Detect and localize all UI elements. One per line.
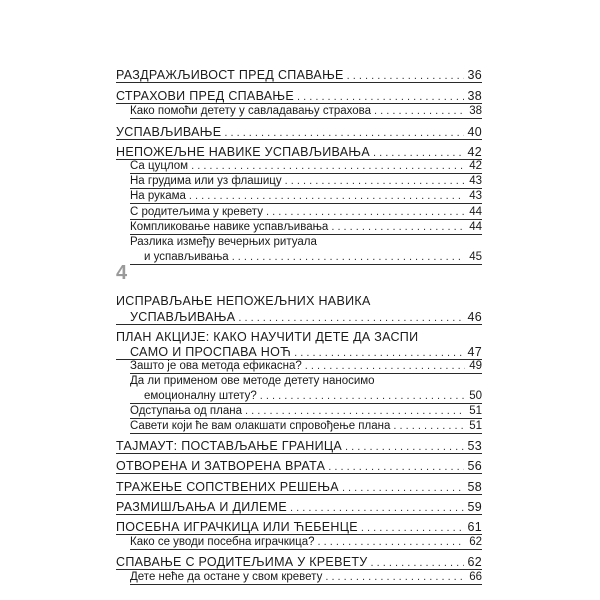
toc-entry-title: САМО И ПРОСПАВА НОЋ bbox=[130, 345, 292, 359]
dot-leader bbox=[189, 189, 465, 203]
dot-leader bbox=[191, 159, 465, 173]
toc-page-number: 42 bbox=[469, 160, 482, 172]
toc-entry bbox=[116, 555, 482, 569]
toc-entry-title: СТРАХОВИ ПРЕД СПАВАЊЕ bbox=[116, 89, 294, 103]
toc-entry-title: и успављивања bbox=[144, 251, 229, 263]
toc-entry bbox=[116, 220, 482, 234]
underline-rule bbox=[116, 324, 482, 325]
toc-entry bbox=[116, 330, 482, 344]
toc-entry bbox=[116, 389, 482, 403]
toc-entry-title: РАЗДРАЖЉИВОСТ ПРЕД СПАВАЊЕ bbox=[116, 68, 344, 82]
toc-entry-title: Разлика између вечерњих ритуала bbox=[130, 236, 317, 248]
toc-page-number: 40 bbox=[467, 125, 482, 139]
underline-rule bbox=[130, 549, 482, 550]
toc-entry bbox=[116, 250, 482, 264]
toc-entry bbox=[116, 480, 482, 494]
dot-leader bbox=[290, 501, 464, 515]
toc-entry-title: Компликовање навике успављивања bbox=[130, 221, 329, 233]
toc-page-number: 44 bbox=[469, 221, 482, 233]
toc-entry-title: ТАЈМАУТ: ПОСТАВЉАЊЕ ГРАНИЦА bbox=[116, 439, 343, 453]
dot-leader bbox=[305, 359, 465, 373]
toc-entry-title: Дете неће да остане у свом кревету bbox=[130, 571, 323, 583]
toc-page-number: 53 bbox=[467, 439, 482, 453]
underline-rule bbox=[130, 118, 482, 119]
dot-leader bbox=[393, 419, 465, 433]
toc-entry-title: Да ли применом ове методе детету наносимо bbox=[130, 375, 375, 387]
toc-page-number: 43 bbox=[469, 190, 482, 202]
chapter-number: 4 bbox=[116, 262, 128, 284]
toc-entry-title: Савети који ће вам олакшати спровођење плана bbox=[130, 420, 391, 432]
toc-page-number: 51 bbox=[469, 405, 482, 417]
dot-leader bbox=[266, 205, 465, 219]
underline-rule bbox=[130, 203, 482, 204]
dot-leader bbox=[245, 404, 465, 418]
toc-entry-title: На грудима или уз флашицу bbox=[130, 175, 282, 187]
toc-entry-title: Како помоћи детету у савладавању страхова bbox=[130, 105, 372, 117]
dot-leader bbox=[238, 311, 464, 325]
toc-page-number: 47 bbox=[467, 345, 482, 359]
toc-entry-title: ТРАЖЕЊЕ СОПСТВЕНИХ РЕШЕЊА bbox=[116, 480, 339, 494]
toc-entry bbox=[116, 159, 482, 173]
dot-leader bbox=[345, 440, 464, 454]
dot-leader bbox=[331, 220, 465, 234]
toc-entry bbox=[116, 459, 482, 473]
toc-entry bbox=[116, 125, 482, 139]
toc-entry-title: УСПАВЉИВАЊЕ bbox=[116, 125, 222, 139]
toc-entry bbox=[116, 235, 482, 249]
toc-entry bbox=[116, 68, 482, 82]
toc-entry-title: емоционалну штету? bbox=[144, 390, 257, 402]
dot-leader bbox=[361, 521, 465, 535]
dot-leader bbox=[224, 126, 464, 140]
dot-leader bbox=[328, 460, 464, 474]
toc-entry bbox=[116, 359, 482, 373]
toc-entry bbox=[116, 104, 482, 118]
toc-entry-title: На рукама bbox=[130, 190, 186, 202]
underline-rule bbox=[116, 453, 482, 454]
dot-leader bbox=[297, 90, 464, 104]
toc-page-number: 58 bbox=[467, 480, 482, 494]
toc-page-number: 44 bbox=[469, 206, 482, 218]
toc-entry bbox=[116, 174, 482, 188]
underline-rule bbox=[116, 82, 482, 83]
dot-leader bbox=[260, 389, 465, 403]
toc-entry-title: ПЛАН АКЦИЈЕ: КАКО НАУЧИТИ ДЕТЕ ДА ЗАСПИ bbox=[116, 330, 419, 344]
dot-leader bbox=[318, 535, 465, 549]
dot-leader bbox=[232, 250, 465, 264]
toc-entry bbox=[116, 89, 482, 103]
toc-page-number: 42 bbox=[467, 145, 482, 159]
toc-entry bbox=[116, 520, 482, 534]
toc-page-number: 62 bbox=[467, 555, 482, 569]
toc-entry bbox=[116, 374, 482, 388]
toc-entry bbox=[116, 439, 482, 453]
toc-entry-title: Одступања од плана bbox=[130, 405, 242, 417]
toc-entry-title: Зашто је ова метода ефикасна? bbox=[130, 360, 302, 372]
toc-page-number: 36 bbox=[467, 68, 482, 82]
toc-page-number: 43 bbox=[469, 175, 482, 187]
toc-entry-title: СПАВАЊЕ С РОДИТЕЉИМА У КРЕВЕТУ bbox=[116, 555, 368, 569]
toc-entry bbox=[116, 404, 482, 418]
toc-page-number: 38 bbox=[469, 105, 482, 117]
toc-entry-title: ПОСЕБНА ИГРАЧКИЦА ИЛИ ЋЕБЕНЦЕ bbox=[116, 520, 358, 534]
toc-page-number: 49 bbox=[469, 360, 482, 372]
toc-entry-title: Како се уводи посебна играчкица? bbox=[130, 536, 315, 548]
toc-entry bbox=[116, 189, 482, 203]
toc-entry bbox=[116, 419, 482, 433]
dot-leader bbox=[285, 174, 465, 188]
toc-entry-title: ИСПРАВЉАЊЕ НЕПОЖЕЉНИХ НАВИКА bbox=[116, 294, 371, 308]
underline-rule bbox=[116, 473, 482, 474]
toc-page-number: 38 bbox=[467, 89, 482, 103]
toc-entry-title: УСПАВЉИВАЊА bbox=[130, 310, 236, 324]
toc-entry bbox=[116, 535, 482, 549]
dot-leader bbox=[373, 146, 465, 160]
toc-page-number: 51 bbox=[469, 420, 482, 432]
toc-page-number: 61 bbox=[467, 520, 482, 534]
dot-leader bbox=[294, 346, 464, 360]
underline-rule bbox=[116, 139, 482, 140]
underline-rule bbox=[130, 433, 482, 434]
toc-page-number: 50 bbox=[469, 390, 482, 402]
toc-entry bbox=[116, 205, 482, 219]
toc-entry-title: С родитељима у кревету bbox=[130, 206, 263, 218]
toc-page-number: 62 bbox=[469, 536, 482, 548]
toc-entry bbox=[116, 500, 482, 514]
dot-leader bbox=[342, 481, 465, 495]
underline-rule bbox=[130, 264, 482, 265]
underline-rule bbox=[116, 494, 482, 495]
toc-entry bbox=[116, 345, 482, 359]
toc-entry bbox=[116, 145, 482, 159]
dot-leader bbox=[325, 570, 465, 584]
toc-entry-title: ОТВОРЕНА И ЗАТВОРЕНА ВРАТА bbox=[116, 459, 326, 473]
dot-leader bbox=[347, 69, 465, 83]
underline-rule bbox=[116, 514, 482, 515]
toc-page-number: 46 bbox=[467, 310, 482, 324]
toc-entry-title: Са цуцлом bbox=[130, 160, 189, 172]
dot-leader bbox=[371, 556, 465, 570]
toc-entry bbox=[116, 570, 482, 584]
toc-page-number: 45 bbox=[469, 251, 482, 263]
dot-leader bbox=[374, 104, 465, 118]
toc-page-number: 56 bbox=[467, 459, 482, 473]
underline-rule bbox=[130, 584, 482, 585]
toc-page-number: 59 bbox=[467, 500, 482, 514]
toc-page-number: 66 bbox=[469, 571, 482, 583]
toc-entry bbox=[116, 294, 482, 308]
toc-entry-title: НЕПОЖЕЉНЕ НАВИКЕ УСПАВЉИВАЊА bbox=[116, 145, 370, 159]
toc-entry bbox=[116, 310, 482, 324]
toc-entry-title: РАЗМИШЉАЊА И ДИЛЕМЕ bbox=[116, 500, 287, 514]
